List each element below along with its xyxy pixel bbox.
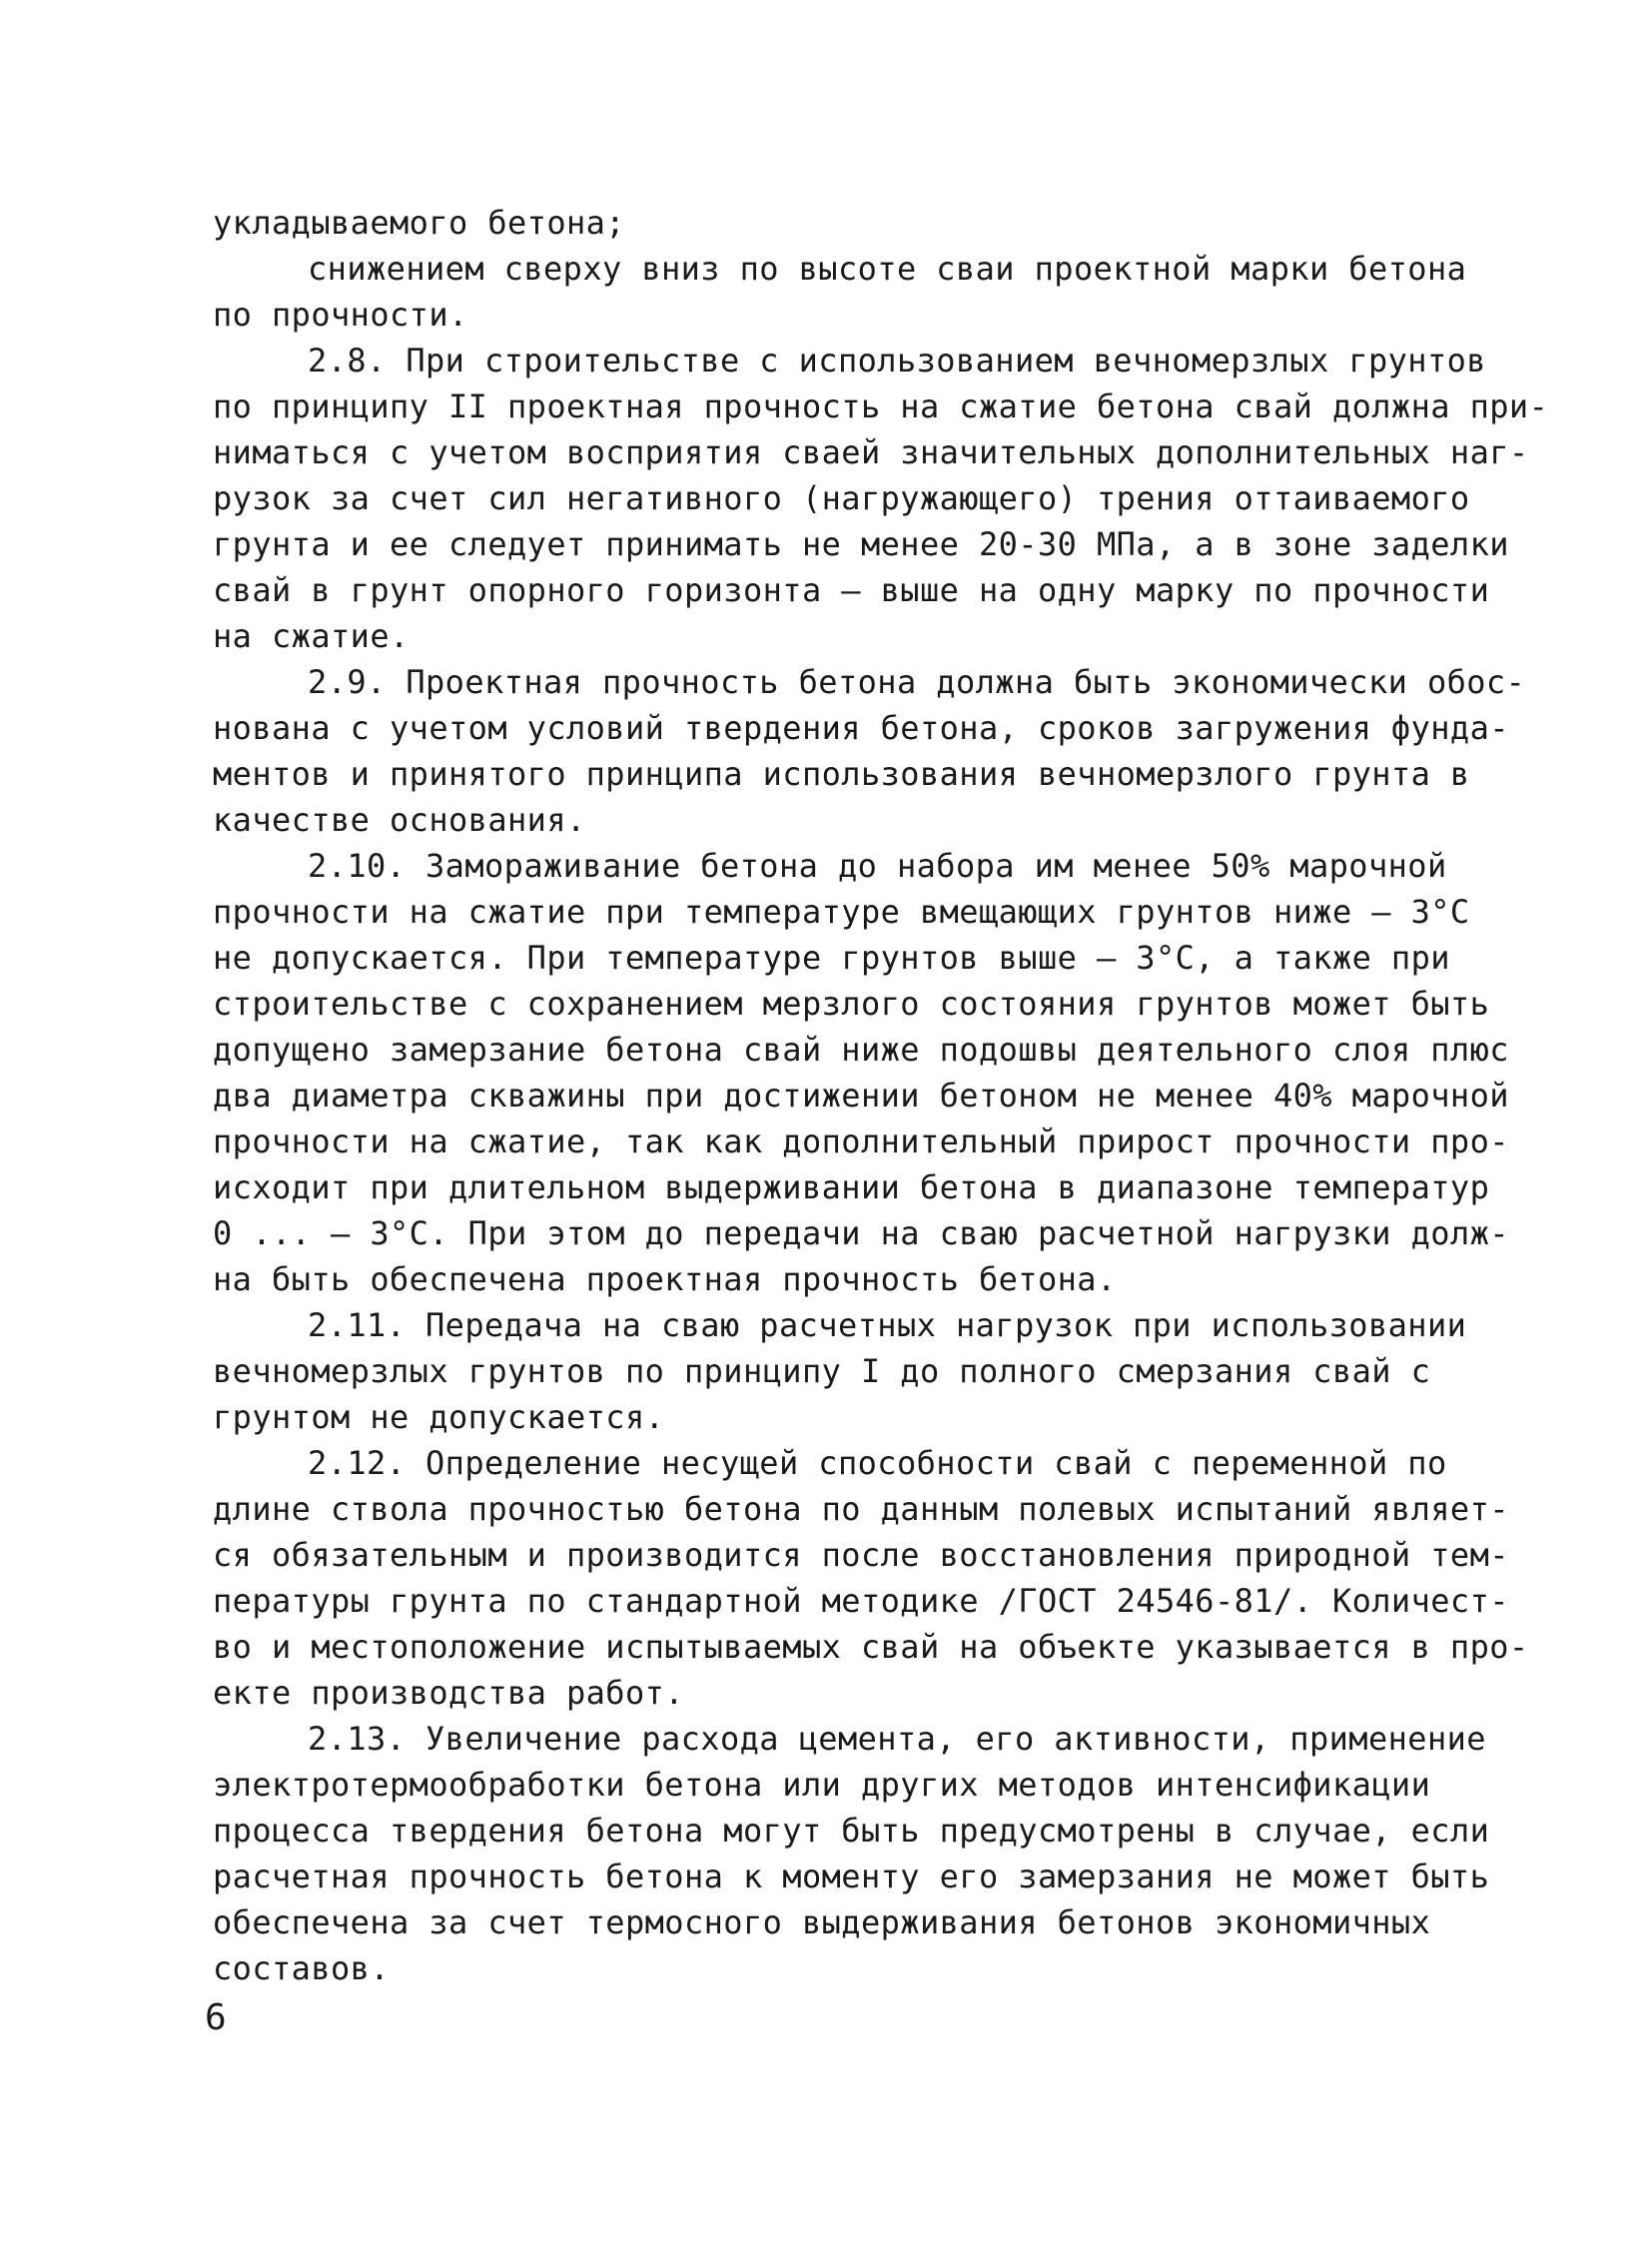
text-line: прочности на сжатие, так как дополнительный прирост прочности про- [213, 1122, 1509, 1160]
text-line: исходит при длительном выдерживании бетона в диапазоне температур [213, 1168, 1490, 1206]
text-line: процесса твердения бетона могут быть предусмотрены в случае, если [213, 1812, 1490, 1850]
text-line: 2.13. Увеличение расхода цемента, его активности, применение [308, 1720, 1486, 1758]
text-line: составов. [213, 1949, 390, 1987]
text-line: 2.10. Замораживание бетона до набора им менее 50% марочной [308, 847, 1447, 885]
text-line: прочности на сжатие при температуре вмещающих грунтов ниже – 3°С [213, 893, 1470, 931]
text-line: 0 ... – 3°С. При этом до передачи на сваю расчетной нагрузки долж- [213, 1214, 1509, 1252]
text-line: снижением сверху вниз по высоте сваи проектной марки бетона [308, 250, 1467, 288]
text-line: по принципу II проектная прочность на сжатие бетона свай должна при- [213, 387, 1549, 425]
text-line: обеспечена за счет термосного выдерживания бетонов экономичных [213, 1903, 1431, 1941]
text-line: во и местоположение испытываемых свай на объекте указывается в про- [213, 1628, 1529, 1666]
text-line: пературы грунта по стандартной методике /ГОСТ 24546-81/. Количест- [213, 1582, 1509, 1620]
text-line: ся обязательным и производится после восстановления природной тем- [213, 1536, 1509, 1574]
text-line: грунта и ее следует принимать не менее 20-30 МПа, а в зоне заделки [213, 525, 1509, 563]
text-line: качестве основания. [213, 801, 586, 839]
body-text [213, 200, 1549, 1991]
text-line: на сжатие. [213, 617, 410, 655]
text-line: 2.9. Проектная прочность бетона должна быть экономически обос- [308, 663, 1526, 701]
text-line: на быть обеспечена проектная прочность бетона. [213, 1260, 1117, 1298]
text-line: ниматься с учетом восприятия сваей значительных дополнительных наг- [213, 433, 1529, 471]
text-line: рузок за счет сил негативного (нагружающего) трения оттаиваемого [213, 479, 1470, 517]
text-line: нована с учетом условий твердения бетона, сроков загружения фунда- [213, 709, 1509, 747]
text-line: 2.11. Передача на сваю расчетных нагрузок при использовании [308, 1306, 1467, 1344]
text-line: по прочности. [213, 296, 468, 334]
text-line: 2.8. При строительстве с использованием вечномерзлых грунтов [308, 342, 1486, 379]
text-line: электротермообработки бетона или других методов интенсификации [213, 1766, 1431, 1804]
text-line: укладываемого бетона; [213, 204, 625, 242]
text-line: грунтом не допускается. [213, 1398, 665, 1436]
text-line: допущено замерзание бетона свай ниже подошвы деятельного слоя плюс [213, 1031, 1509, 1069]
text-line: не допускается. При температуре грунтов выше – 3°С, а также при [213, 939, 1450, 977]
text-line: свай в грунт опорного горизонта – выше на одну марку по прочности [213, 571, 1490, 609]
text-line: вечномерзлых грунтов по принципу I до полного смерзания свай с [213, 1352, 1431, 1390]
text-line: екте производства работ. [213, 1674, 684, 1712]
text-line: два диаметра скважины при достижении бетоном не менее 40% марочной [213, 1077, 1509, 1115]
text-line: длине ствола прочностью бетона по данным полевых испытаний являет- [213, 1490, 1509, 1528]
page-number: 6 [205, 1997, 227, 2038]
text-line: строительстве с сохранением мерзлого состояния грунтов может быть [213, 985, 1490, 1023]
text-line: расчетная прочность бетона к моменту его замерзания не может быть [213, 1858, 1490, 1895]
text-line: 2.12. Определение несущей способности свай с переменной по [308, 1444, 1447, 1482]
text-line: ментов и принятого принципа использования вечномерзлого грунта в [213, 755, 1470, 793]
